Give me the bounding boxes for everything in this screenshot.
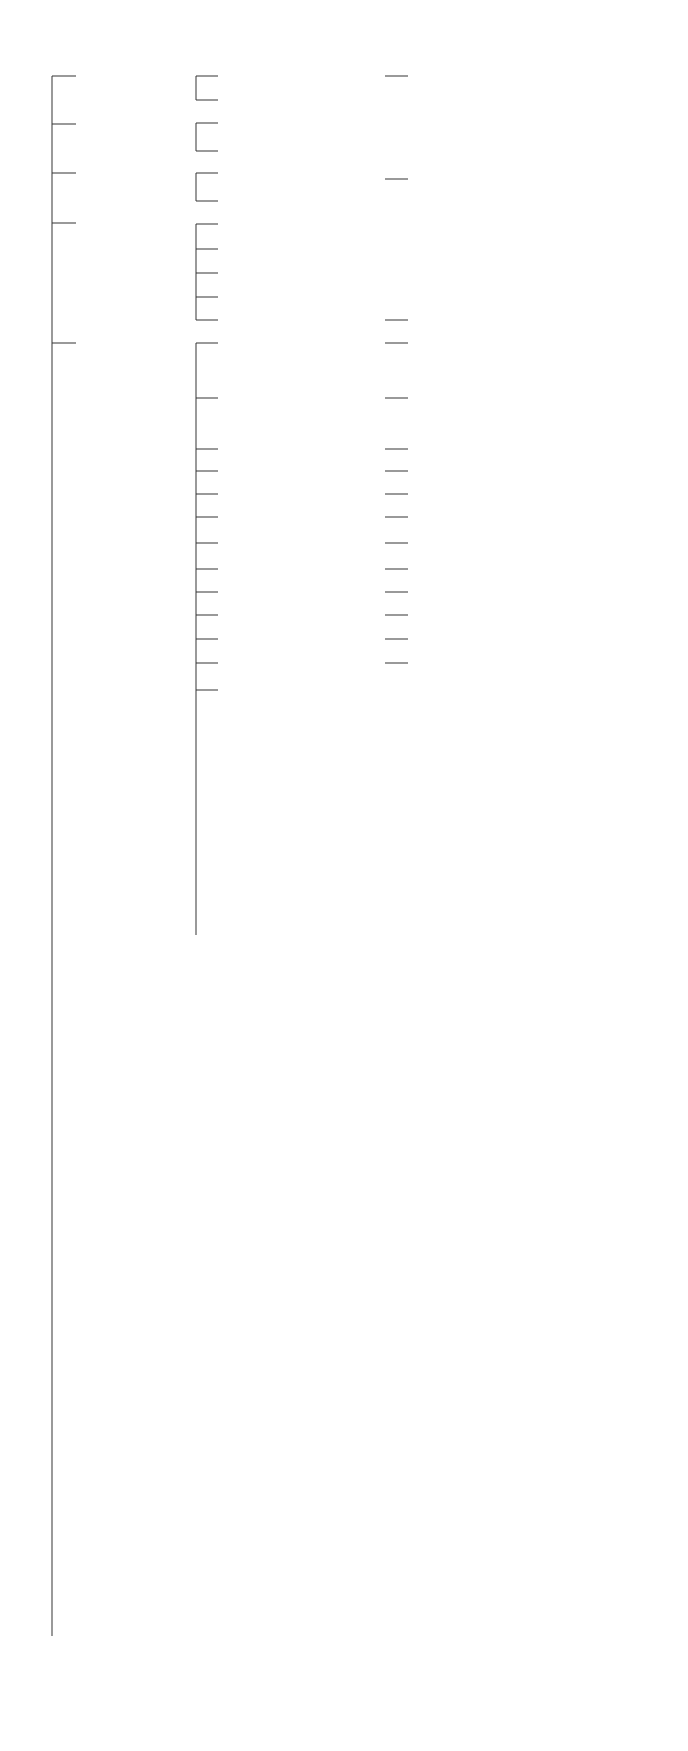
connector-lines [52,76,408,1636]
